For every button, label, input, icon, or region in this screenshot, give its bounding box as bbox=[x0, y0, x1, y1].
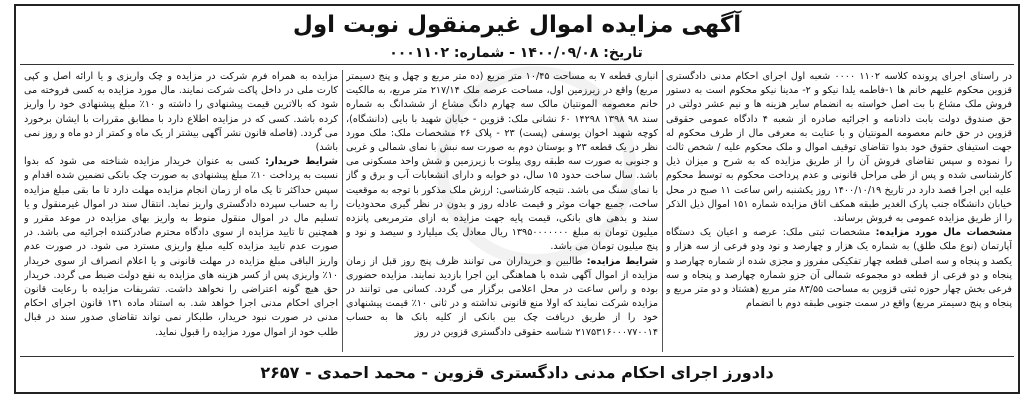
column-divider bbox=[662, 70, 663, 352]
buyer-terms-text: کسی به عنوان خریدار مزایده شناخته می شود که بدوا نسبت به پرداخت ۱۰٪ مبلغ پیشنهادی به صورت چک بانکی تضمین شده اقدام و سپس حداکثر تا یک ماه از زمان انجام مزایده مهلت دارد تا ما بقی مبلغ مزایده را به حساب سپرده دادگستری واریز نماید. انتقال سند در اموال غیرمنقول و یا تسلیم مال در اموال منقول منوط به واریز بهای مزایده در موعد مقرر و همچنین تا تایید مزایده از سوی دادگاه محترم صادرکننده اجرائیه می باشد. در صورت عدم تایید مزایده کلیه مبلغ واریزی مسترد می شود. در صورت عدم واریز الباقی مبلغ مزایده در مهلت قانونی و یا اعلام انصراف از سوی خریدار ۱۰٪ واریزی پس از کسر هزینه های مزایده به نفع دولت ضبط می گردد. خریدار حق هیچ گونه اعتراضی را نخواهد داشت. تشریفات مزایده با رعایت قانون اجرای احکام مدنی اجرا خواهد شد. به استناد ماده ۱۳۱ قانون اجرای احکام مدنی در صورت نبود خریدار، طلبکار نمی تواند تقاضای صدور سند در قبال طلب خود از اموال مورد مزایده را قبول نماید. bbox=[24, 156, 338, 338]
auction-terms-heading: شرایط مزایده: bbox=[586, 255, 658, 267]
column-middle bbox=[346, 70, 658, 354]
signature-line: دادورز اجرای احکام مدنی دادگستری قزوین - محمد احمدی - ۲۶۵۷ bbox=[260, 363, 774, 382]
auction-notice bbox=[14, 4, 1020, 394]
auction-terms-text: طالبین و خریداران می توانند ظرف پنج روز قبل از زمان مزایده از اموال آگهی شده با هماهنگی این اجرا بازدید نمایند. مزایده حضوری بوده و راس ساعت در محل اعلامی برگزار می گردد. کسانی می توانند در مزایده شرکت نمایند که اولا منع قانونی نداشته و در ثانی ۱۰٪ قیمت پیشنهادی خود را از طریق دریافت چک بین بانکی از کلیه بانک ها به حساب ۲۱۷۵۳۱۶۰۰۰۷۷۰۰۱۴ شناسه حقوقی دادگستری قزوین در روز bbox=[346, 255, 658, 338]
notice-title: آگهی مزایده اموال غیرمنقول نوبت اول bbox=[292, 12, 742, 38]
property-valuation-text: انباری قطعه ۷ به مساحت ۱۰/۴۵ متر مربع (ده متر مربع و چهل و پنج دسیمتر مربع) واقع در زیرزمین اول، مساحت عرصه ملک ۲۱۷/۱۴ متر مربع، به مالکیت خانم معصومه المونتیان مالک سه چهارم دانگ مشاع از ششدانگ به شماره سند ۹۸ ۱۳۹۸ ۱۴۲۹۸ ۶۰ نشانی ملک: قزوین - خیابان شهید با بایی (دانشگاه)، کوچه شهید اخوان یوسفی (پست) ۲۳ - پلاک ۲۶ مشخصات ملک: ملک مورد نظر در یک قطعه ۲۳ و بوستان دوم به صورت سه نبش با نمای شمالی و غربی و جنوبی به صورت سه طبقه روی پیلوت با زیرزمین و شش واحد مسکونی می باشد. سال ساخت حدود ۱۵ سال، دو خوابه و دارای انشعابات آب و برق و گاز با نمای سنگ می باشد. نتیجه کارشناسی: ارزش ملک مذکور با توجه به موقعیت ساخت، جمیع جهات موثر و قیمت عادله روز و بدون در نظر گیری محدودیات سند و بدهی های بانکی، قیمت پایه جهت مزایده به ازای مترمربعی پانزده میلیون تومان به مبلغ ۱۳۹۵۰۰۰۰۰۰۰ ریال معادل یک میلیارد و سیصد و نود و پنج میلیون تومان می باشد. bbox=[346, 71, 658, 253]
header-divider bbox=[20, 64, 1014, 65]
column-right bbox=[666, 70, 1012, 354]
column-divider bbox=[342, 70, 343, 352]
notice-date-number: تاریخ: ۱۴۰۰/۰۹/۰۸ - شماره: ۰۰۰۱۱۰۲ bbox=[389, 45, 643, 61]
footer-divider bbox=[20, 356, 1014, 357]
property-details-text: مشخصات ثبتی ملک: عرصه و اعیان یک دستگاه آپارتمان (نوع ملک طلق) به شماره یک هزار و چهارصد و نود ودو فرعی از سه هزار و یکصد و پنجاه و سه اصلی قطعه چهار تفکیکی مفروز و مجزی شده از شماره چهارصد و پنجاه و دو فرعی از قطعه دو مجموعه شمالی آن جزو شماره چهارصد و پنجاه و سه فرعی بخش چهار حوزه ثبتی قزوین به مساحت ۸۳/۵۵ متر مربع (هشتاد و دو متر مربع و پنجاه و پنج دسیمتر مربع) واقع در سمت جنوبی طبقه دوم با انضمام bbox=[666, 227, 1012, 310]
intro-paragraph: در راستای اجرای پرونده کلاسه ۱۱۰۲ ۰۰۰۰ شعبه اول اجرای احکام مدنی دادگستری قزوین محکوم علیهم خانم ها ۱-فاطمه یلدا نیکو و ۲- مدینا نیکو محکوم است به دستور فروش ملک مشاع با بت اصل خواسته به انضمام سایر هزینه ها و نیم عشر دولتی در حق صندوق دولت بابت دادنامه و اجرائیه صادره از شعبه ۴ دادگاه عمومی حقوقی قزوین در حق خانم معصومه المونتیان و با عنایت به معرفی مال از طرف محکوم له جهت استیفای حقوق خود بدوا تقاضای توقیف اموال و ملک محکوم علیه / شخص ثالث را نموده و سپس تقاضای فروش آن را از طریق مزایده که به شرح و میزان ذیل کارشناسی شده و پس از طی مراحل قانونی و عدم پرداخت محکوم به توسط محکوم علیه این اجرا قصد دارد در تاریخ ۱۴۰۰/۱۰/۱۹ روز یکشنبه راس ساعت ۱۱ صبح در محل خیابان دانشگاه جنب پارک الغدیر طبقه همکف اتاق مزایده شماره ۱۵۱ اموال ذیل الذکر را از طریق مزایده عمومی به فروش برساند. bbox=[666, 71, 1012, 225]
buyer-terms-heading: شرایط خریدار: bbox=[265, 156, 338, 168]
auction-terms-continued: مزایده به همراه فرم شرکت در مزایده و چک واریزی و یا ارائه اصل و کپی کارت ملی در داخل پاکت شرکت نمایند. مال مورد مزایده به کسی فروخته می شود که بالاترین قیمت پیشنهادی را داشته و ۱۰٪ مبلغ پیشنهادی خود را واریز کرده باشد. کسی که در مزایده اطلاع دارد با مطابق مقررات با ایشان برخورد می گردد. (فاصله قانون نشر آگهی بیشتر از یک ماه و کمتر از دو ماه و روز نمی باشد) bbox=[24, 71, 338, 154]
property-details-heading: مشخصات مال مورد مزایده: bbox=[875, 227, 1012, 239]
column-left bbox=[24, 70, 338, 354]
